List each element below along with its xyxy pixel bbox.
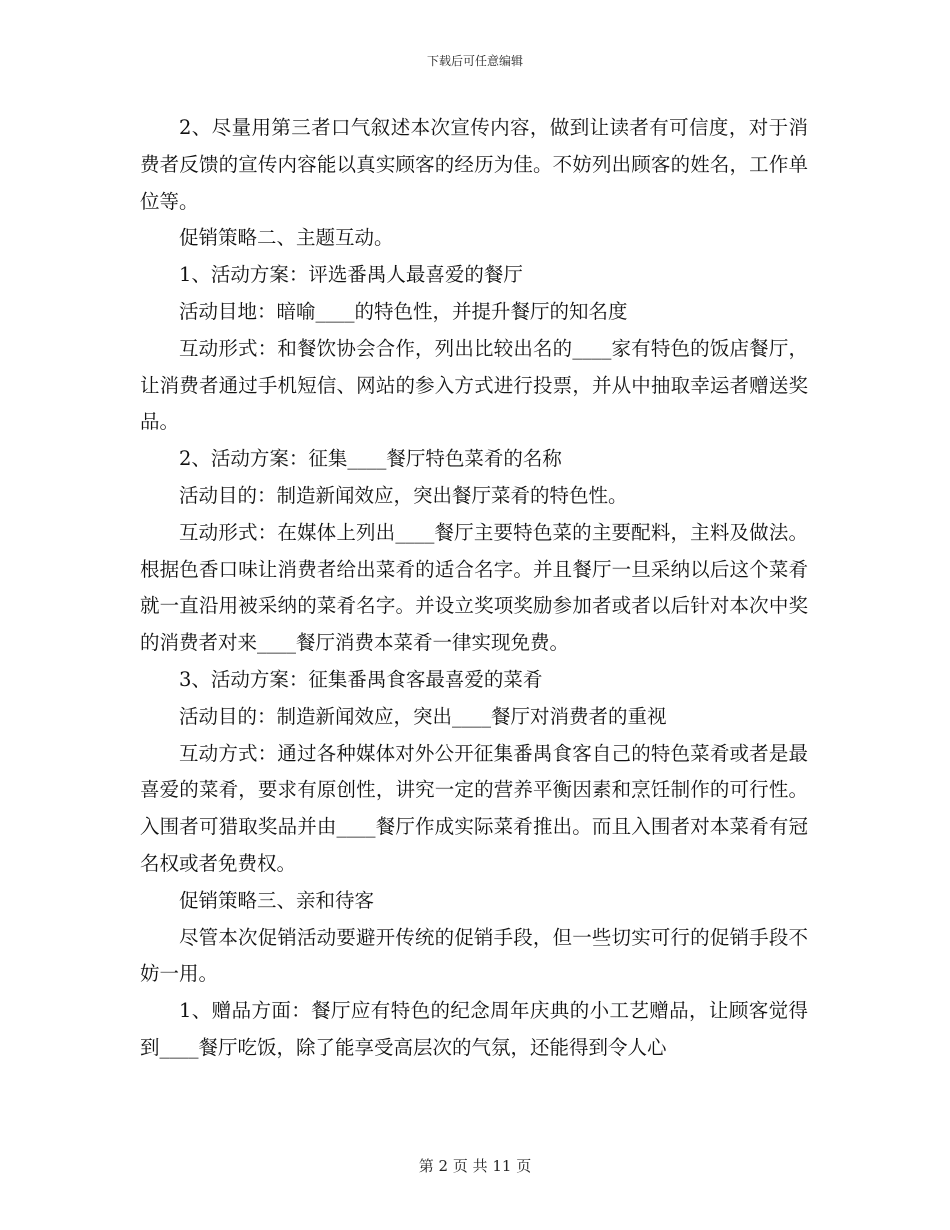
paragraph: 活动目地：暗喻____的特色性，并提升餐厅的知名度 [179, 299, 628, 323]
body-text [140, 110, 808, 1067]
paragraph: 互动形式：在媒体上列出____餐厅主要特色菜的主要配料，主料及做法。根据色香口味让消费者给出菜肴的适合名字。并且餐厅一旦采纳以后这个菜肴就一直沿用被采纳的菜肴名字。并设立奖项奖励参加者或者以后针对本次中奖的消费者对来____餐厅消费本菜肴一律实现免费。 [140, 520, 808, 655]
paragraph: 1、赠品方面：餐厅应有特色的纪念周年庆典的小工艺赠品，让顾客觉得到____餐厅吃饭，除了能享受高层次的气氛，还能得到令人心 [140, 999, 808, 1059]
paragraph: 互动方式：通过各种媒体对外公开征集番禺食客自己的特色菜肴或者是最喜爱的菜肴，要求有原创性，讲究一定的营养平衡因素和烹饪制作的可行性。入围者可猎取奖品并由____餐厅作成实际菜肴推出。而且入围者对本菜肴有冠名权或者免费权。 [140, 741, 808, 875]
page-header: 下载后可任意编辑 [426, 54, 523, 68]
paragraph: 促销策略三、亲和待客 [179, 888, 375, 912]
paragraph: 2、活动方案：征集____餐厅特色菜肴的名称 [179, 447, 562, 471]
page-footer: 第 2 页 共 11 页 [418, 1157, 532, 1175]
paragraph: 1、活动方案：评选番禺人最喜爱的餐厅 [179, 263, 523, 287]
paragraph: 活动目的：制造新闻效应，突出____餐厅对消费者的重视 [179, 704, 667, 728]
paragraph: 尽管本次促销活动要避开传统的促销手段，但一些切实可行的促销手段不妨一用。 [140, 925, 808, 986]
paragraph: 2、尽量用第三者口气叙述本次宣传内容，做到让读者有可信度，对于消费者反馈的宣传内容能以真实顾客的经历为佳。不妨列出顾客的姓名，工作单位等。 [140, 116, 808, 213]
paragraph: 3、活动方案：征集番禺食客最喜爱的菜肴 [179, 667, 543, 691]
paragraph: 活动目的：制造新闻效应，突出餐厅菜肴的特色性。 [179, 483, 628, 507]
paragraph: 互动形式：和餐饮协会合作，列出比较出名的____家有特色的饭店餐厅，让消费者通过手机短信、网站的参入方式进行投票，并从中抽取幸运者赠送奖品。 [140, 336, 808, 434]
paragraph: 促销策略二、主题互动。 [179, 226, 394, 250]
